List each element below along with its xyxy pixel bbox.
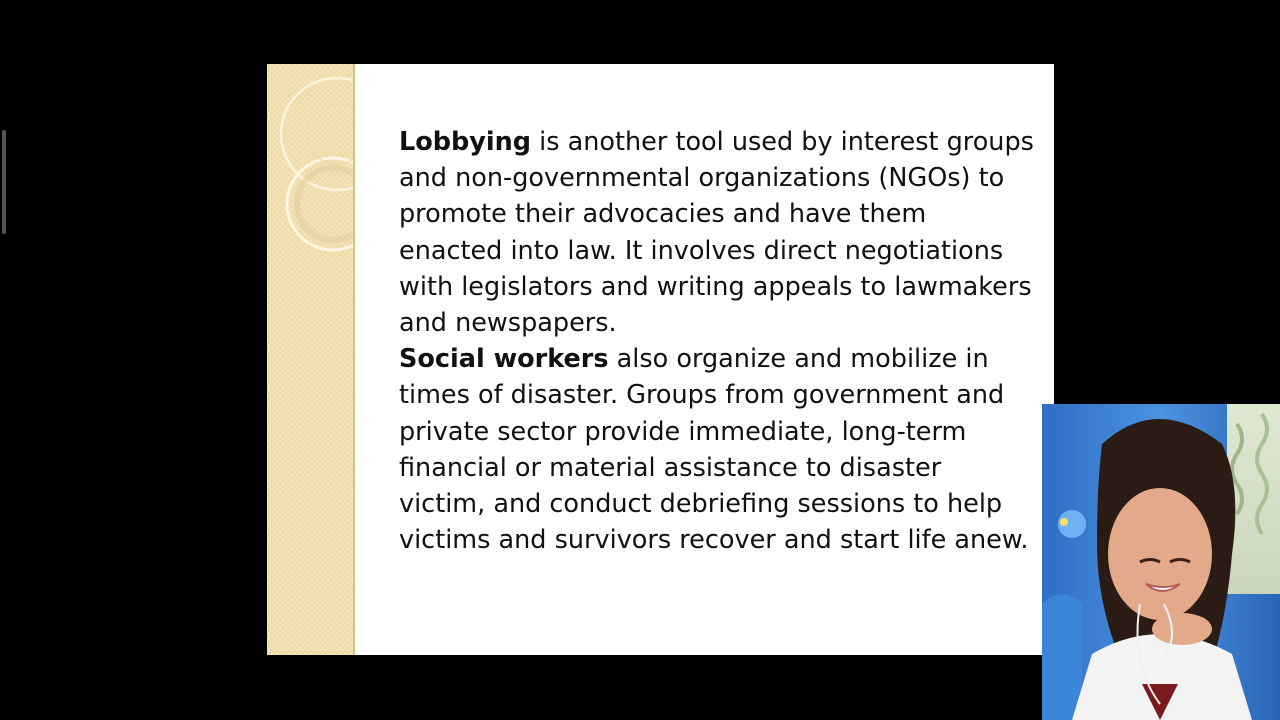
paragraph-social-workers [399,344,1028,555]
term-lobbying: Lobbying [399,127,532,157]
lobbying-description: is another tool used by interest groups and non-governmental organizations (NGOs) to promote their advocacies and have them enacted into law. It involves direct negotiations with legislators and writing appeals to lawmakers and newspapers. [399,127,1034,339]
paragraph-lobbying [399,127,1034,338]
social-workers-description: also organize and mobilize in times of disaster. Groups from government and private sector provide immediate, long-term financial or material assistance to disaster victim, and conduct debriefing sessions to help victims and survivors recover and start life anew. [399,344,1029,556]
term-social-workers: Social workers [399,344,609,375]
decorative-circles-icon [267,64,353,364]
slide-body-text [399,124,1034,558]
slide-decorative-sidebar [267,64,355,655]
webcam-overlay [1042,404,1280,720]
presentation-slide [267,64,1054,655]
presenter-video-image [1042,404,1280,720]
scroll-indicator[interactable] [2,130,6,234]
